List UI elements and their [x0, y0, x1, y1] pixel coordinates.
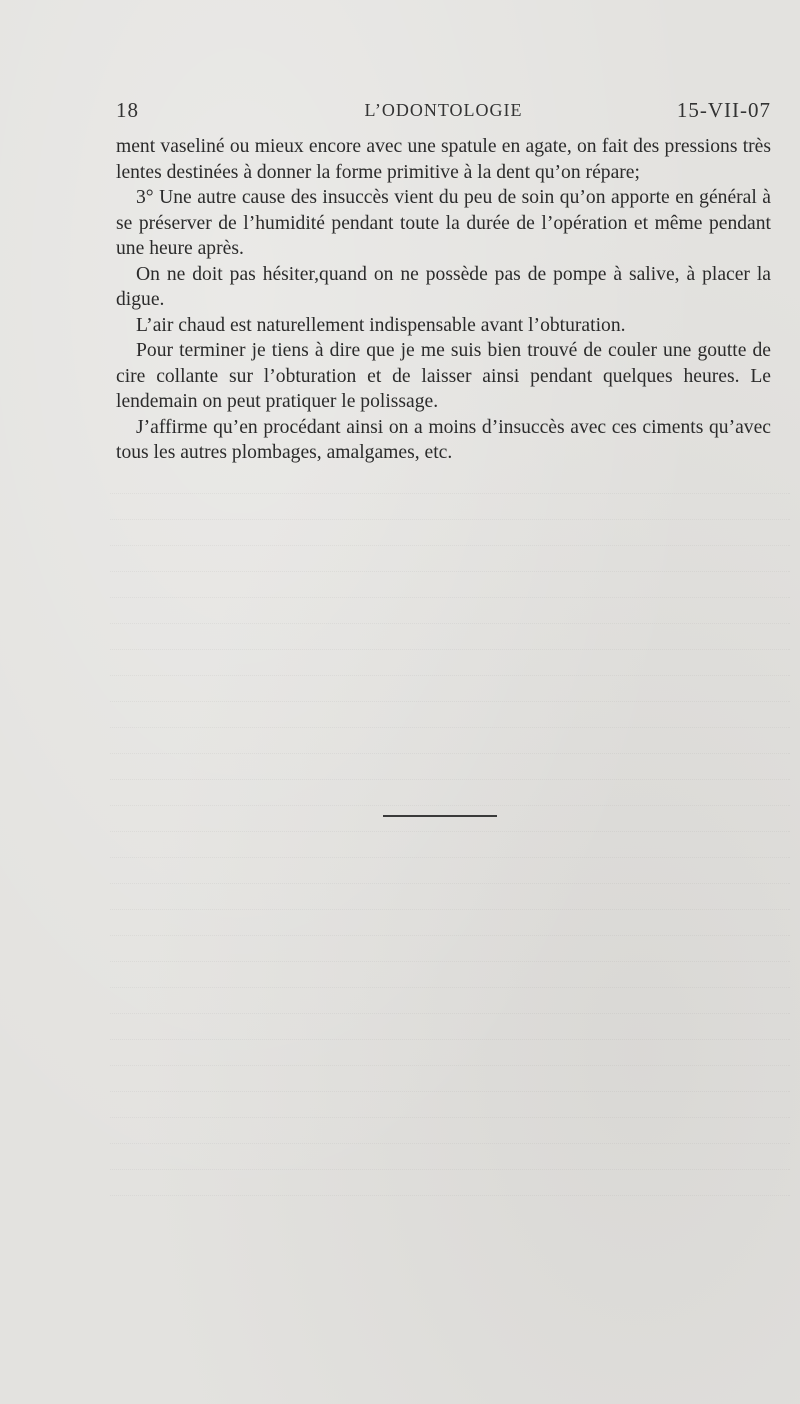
paragraph: Pour terminer je tiens à dire que je me suis bien trouvé de couler une goutte de cire collante sur l’obturation et de laisser ainsi pendant quelques heures. Le lendemain on peut pratiquer le polissage.: [116, 340, 771, 412]
paragraph: 3° Une autre cause des insuccès vient du peu de soin qu’on apporte en général à se préserver de l’humidité pendant toute la durée de l’opération et même pendant une heure après.: [116, 187, 771, 259]
running-header: [116, 98, 771, 128]
reverse-side-bleed-through: [110, 470, 790, 1210]
section-end-rule: [383, 815, 497, 817]
issue-date: 15-VII-07: [676, 98, 771, 122]
article-body: [116, 134, 771, 466]
paragraph: On ne doit pas hésiter,quand on ne possède pas de pompe à salive, à placer la digue.: [116, 263, 771, 310]
journal-title: L’ODONTOLOGIE: [364, 100, 523, 120]
page-number: 18: [116, 98, 139, 122]
paragraph: L’air chaud est naturellement indispensable avant l’obturation.: [136, 314, 626, 336]
paragraph: J’affirme qu’en procédant ainsi on a moins d’insuccès avec ces ciments qu’avec tous les autres plombages, amalgames, etc.: [116, 416, 771, 463]
paragraph: ment vaseliné ou mieux encore avec une spatule en agate, on fait des pressions très lentes destinées à donner la forme primitive à la dent qu’on répare;: [116, 136, 771, 183]
